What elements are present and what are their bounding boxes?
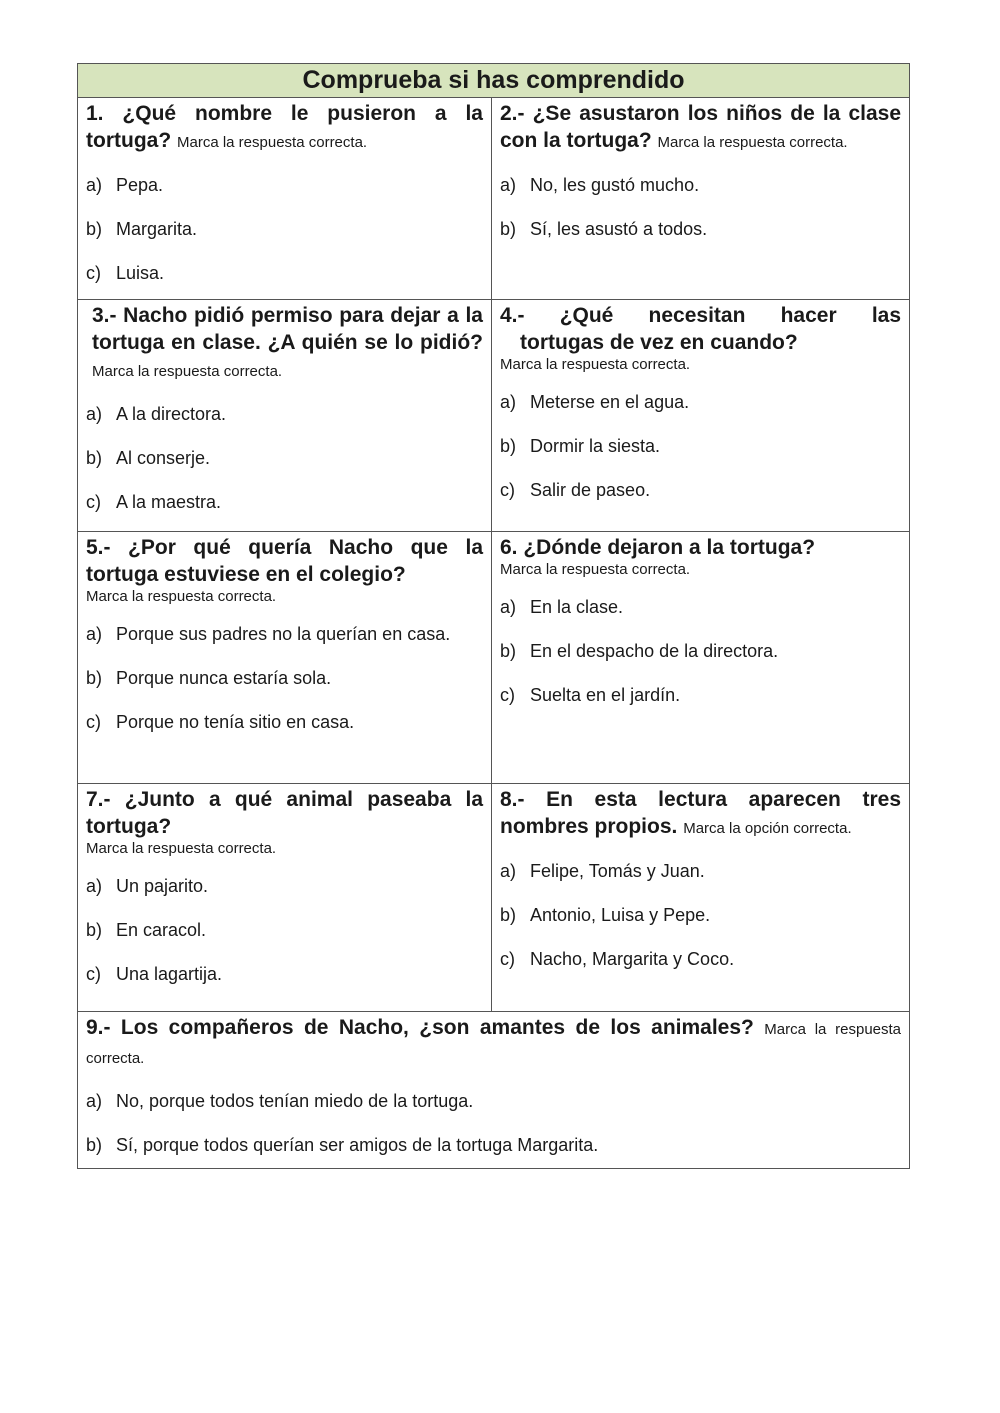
question-4: 4.- ¿Qué necesitan hacer las <box>500 304 902 327</box>
question-3-cell <box>78 300 492 532</box>
question-6-cell <box>492 532 910 784</box>
answer-option[interactable]: a) Porque sus padres no la querían en casa. <box>86 624 451 644</box>
question-8: 8.- En esta lectura aparecen tres nombres propios. Marca la opción correcta. <box>500 788 902 838</box>
answer-option[interactable]: c) Suelta en el jardín. <box>500 685 681 705</box>
question-6-instruction: Marca la respuesta correcta. <box>500 561 691 578</box>
question-7: 7.- ¿Junto a qué animal paseaba la tortuga? <box>86 788 483 838</box>
question-5: 5.- ¿Por qué quería Nacho que la tortuga estuviese en el colegio? <box>86 536 483 586</box>
question-4-instruction: Marca la respuesta correcta. <box>500 356 691 373</box>
answer-option[interactable]: b) Margarita. <box>86 219 198 239</box>
answer-option[interactable]: b) Porque nunca estaría sola. <box>86 668 332 688</box>
answer-option[interactable]: b) En el despacho de la directora. <box>500 641 779 661</box>
answer-option[interactable]: b) Antonio, Luisa y Pepe. <box>500 905 711 925</box>
answer-option[interactable]: a) Pepa. <box>86 175 164 195</box>
question-7-cell <box>78 784 492 1012</box>
question-3-options <box>86 403 483 514</box>
answer-option[interactable]: a) No, porque todos tenían miedo de la tortuga. <box>86 1091 474 1111</box>
answer-option[interactable]: a) Felipe, Tomás y Juan. <box>500 861 705 881</box>
answer-option[interactable]: c) Salir de paseo. <box>500 480 651 500</box>
answer-option[interactable]: c) Nacho, Margarita y Coco. <box>500 949 735 969</box>
question-6-options <box>500 596 901 707</box>
answer-option[interactable]: c) Porque no tenía sitio en casa. <box>86 712 355 732</box>
quiz-table <box>77 63 910 1169</box>
question-1-cell <box>78 98 492 300</box>
question-3: 3.- Nacho pidió permiso para dejar a la tortuga en clase. ¿A quién se lo pidió? Marca la respuesta correcta. <box>92 304 483 380</box>
question-2: 2.- ¿Se asustaron los niños de la clase con la tortuga? Marca la respuesta correcta. <box>500 102 902 152</box>
question-4-cell <box>492 300 910 532</box>
answer-option[interactable]: a) No, les gustó mucho. <box>500 175 700 195</box>
answer-option[interactable]: a) Un pajarito. <box>86 876 209 896</box>
question-5-cell <box>78 532 492 784</box>
question-5-options <box>86 623 483 734</box>
answer-option[interactable]: c) A la maestra. <box>86 492 222 512</box>
question-1-options <box>86 174 483 285</box>
question-4-options <box>500 391 901 502</box>
answer-option[interactable]: b) Sí, les asustó a todos. <box>500 219 708 239</box>
question-5-instruction: Marca la respuesta correcta. <box>86 588 277 605</box>
answer-option[interactable]: c) Luisa. <box>86 263 165 283</box>
answer-option[interactable]: b) Dormir la siesta. <box>500 436 661 456</box>
answer-option[interactable]: b) Sí, porque todos querían ser amigos de la tortuga Margarita. <box>86 1135 599 1155</box>
question-8-options <box>500 860 901 971</box>
answer-option[interactable]: a) Meterse en el agua. <box>500 392 690 412</box>
answer-option[interactable]: b) En caracol. <box>86 920 207 940</box>
quiz-title: Comprueba si has comprendido <box>78 64 910 98</box>
answer-option[interactable]: a) A la directora. <box>86 404 227 424</box>
question-8-cell <box>492 784 910 1012</box>
question-4-line-2: tortugas de vez en cuando? <box>520 331 798 354</box>
question-7-options <box>86 875 483 986</box>
question-9-cell <box>78 1012 910 1169</box>
answer-option[interactable]: a) En la clase. <box>500 597 624 617</box>
question-9: 9.- Los compañeros de Nacho, ¿son amantes de los animales? Marca la respuesta correcta. <box>86 1016 902 1067</box>
question-1: 1. ¿Qué nombre le pusieron a la tortuga? Marca la respuesta correcta. <box>86 102 483 152</box>
question-9-options <box>86 1090 901 1157</box>
question-6: 6. ¿Dónde dejaron a la tortuga? <box>500 536 816 559</box>
question-2-options <box>500 174 901 241</box>
answer-option[interactable]: b) Al conserje. <box>86 448 211 468</box>
question-7-instruction: Marca la respuesta correcta. <box>86 840 277 857</box>
question-2-cell <box>492 98 910 300</box>
answer-option[interactable]: c) Una lagartija. <box>86 964 223 984</box>
